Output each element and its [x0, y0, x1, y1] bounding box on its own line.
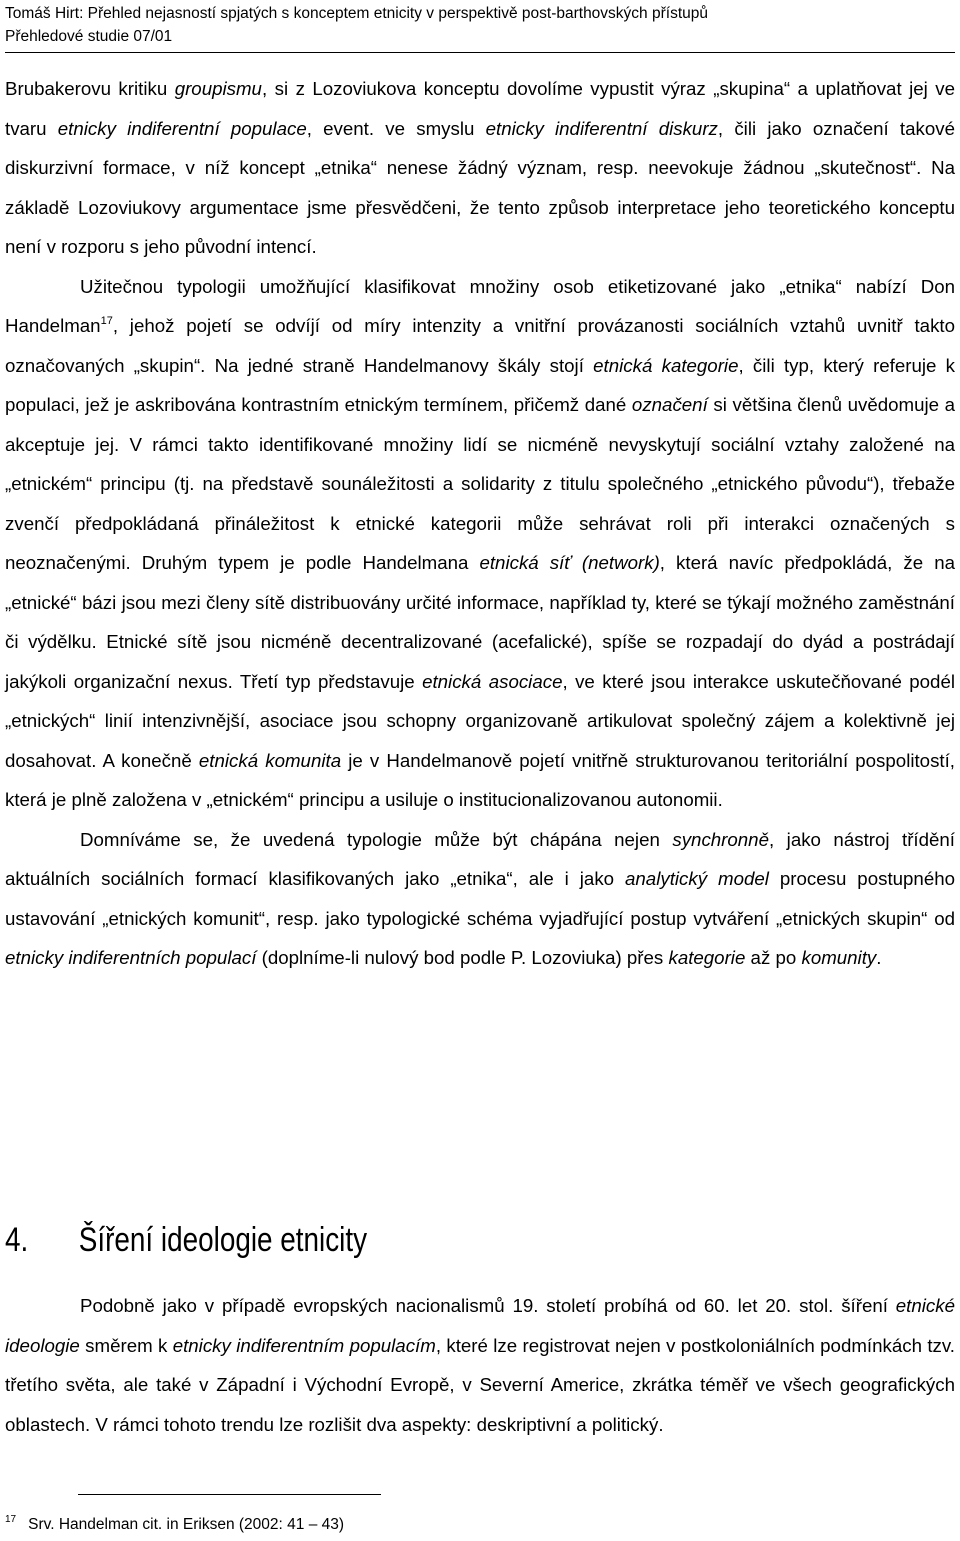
emphasis: komunity: [801, 947, 877, 968]
emphasis: etnicky indiferentním populacím: [172, 1334, 436, 1356]
section-text: [5, 1286, 955, 1444]
text-run: až po: [745, 947, 802, 968]
paragraph-4: [5, 1286, 955, 1444]
text-run: procesu postupného ustavování „etnických komunit“, resp. jako typologické schéma vyjadřující postup vytváření „etnických skupin“ od: [5, 868, 955, 929]
section-number: 4.: [5, 1221, 29, 1259]
emphasis: etnické ideologie: [5, 1295, 955, 1356]
emphasis: označení: [631, 394, 708, 415]
emphasis: kategorie: [668, 947, 746, 968]
text-run: si většina členů uvědomuje a akceptuje jej. V rámci takto identifikované množiny lidí se nicméně nevyskytují sociální vztahy založené na „etnickém“ principu (tj. na představě sounáležitosti a solidarity z titulu společného „etnického původu“), třebaže zvenčí předpokládaná přináležitost k etnické kategorii může sehrávat roli při interakci označených s neoznačenými. Druhým typem je podle Handelmana: [5, 394, 956, 573]
emphasis: analytický model: [625, 868, 769, 889]
text-run: , si z Lozoviukova konceptu dovolíme vypustit výraz „skupina“ a uplatňovat jej ve tvaru: [5, 78, 955, 139]
emphasis: synchronně: [672, 828, 769, 850]
text-run: (doplníme-li nulový bod podle P. Lozoviuka) přes: [256, 947, 669, 968]
emphasis: etnicky indiferentních populací: [5, 947, 257, 968]
footnote-ref[interactable]: 17: [100, 315, 113, 327]
header-divider: [5, 52, 955, 53]
footnote-number: 17: [5, 1514, 17, 1525]
text-run: , čili jako označení takové diskurzivní formace, v níž koncept „etnika“ nenese žádný význam, resp. neevokuje žádnou „skutečnost“. Na základě Lozoviukovy argumentace jsme přesvědčeni, že tento způsob interpretace jeho teoretického konceptu není v rozporu s jeho původní intencí.: [5, 117, 955, 257]
text-run: .: [876, 947, 882, 968]
header-title: Tomáš Hirt: Přehled nejasností spjatých s konceptem etnicity v perspektivě post-barthovských přístupů: [5, 5, 708, 22]
running-header: [5, 2, 955, 48]
text-run: Podobně jako v případě evropských nacionalismů 19. století probíhá od 60. let 20. stol. šíření: [80, 1295, 896, 1316]
text-run: , jako nástroj třídění aktuálních sociálních formací klasifikovaných jako „etnika“, ale i jako: [5, 828, 955, 889]
footnote-text: Srv. Handelman cit. in Eriksen (2002: 41 – 43): [28, 1516, 345, 1533]
footnote-divider: [78, 1494, 381, 1495]
text-run: , event. ve smyslu: [306, 117, 486, 139]
emphasis: etnická síť (network): [479, 552, 660, 573]
text-run: , ve které jsou interakce uskutečňované podél „etnických“ linií intenzivnější, asociace jsou schopny organizovaně artikulovat společný zájem a kolektivně jej dosahovat. A konečně: [5, 670, 955, 771]
emphasis: etnická komunita: [198, 749, 342, 771]
main-text: [5, 69, 955, 978]
paragraph-1: [5, 69, 955, 267]
text-run: Brubakerovu kritiku: [5, 78, 175, 99]
footnote: [5, 1515, 955, 1535]
text-run: , čili typ, který referuje k populaci, jež je askribována kontrastním etnickým termínem, přičemž dané: [5, 354, 956, 415]
emphasis: etnická kategorie: [593, 354, 739, 376]
text-run: je v Handelmanově pojetí vnitřně strukturovanou teritoriální pospolitostí, která je plně založena v „etnickém“ principu a usiluje o institucionalizovanou autonomii.: [5, 749, 955, 810]
emphasis: etnicky indiferentní populace: [57, 117, 307, 139]
text-run: , jehož pojetí se odvíjí od míry intenzity a vnitřní provázanosti sociálních vztahů uvnitř takto označovaných „skupin“. Na jedné straně Handelmanovy škály stojí: [5, 315, 955, 376]
text-run: směrem k: [79, 1334, 173, 1356]
paragraph-3: [5, 820, 955, 978]
text-run: , která navíc předpokládá, že na „etnické“ bázi jsou mezi členy sítě distribuovány určité informace, například ty, které se týkají možného zaměstnání či výdělku. Etnické sítě jsou nicméně decentralizované (acefalické), spíše se rozpadají do dyád a postrádají jakýkoli organizační nexus. Třetí typ představuje: [5, 552, 955, 692]
emphasis: etnicky indiferentní diskurz: [485, 117, 718, 139]
paragraph-2: [5, 267, 955, 820]
emphasis: groupismu: [174, 78, 262, 99]
text-run: Domníváme se, že uvedená typologie může být chápána nejen: [80, 828, 673, 850]
text-run: Užitečnou typologii umožňující klasifikovat množiny osob etiketizované jako „etnika“ nabízí Don Handelman: [5, 275, 955, 336]
emphasis: etnická asociace: [422, 670, 563, 692]
text-run: , které lze registrovat nejen v postkoloniálních podmínkách tzv. třetího světa, ale také v Západní i Východní Evropě, v Severní Americe, zkrátka téměř ve všech geografických oblastech. V rámci tohoto trendu lze rozlišit dva aspekty: deskriptivní a politický.: [5, 1334, 955, 1435]
header-series: Přehledové studie 07/01: [5, 28, 173, 45]
section-title: Šíření ideologie etnicity: [78, 1221, 368, 1259]
section-heading: [5, 1212, 784, 1268]
